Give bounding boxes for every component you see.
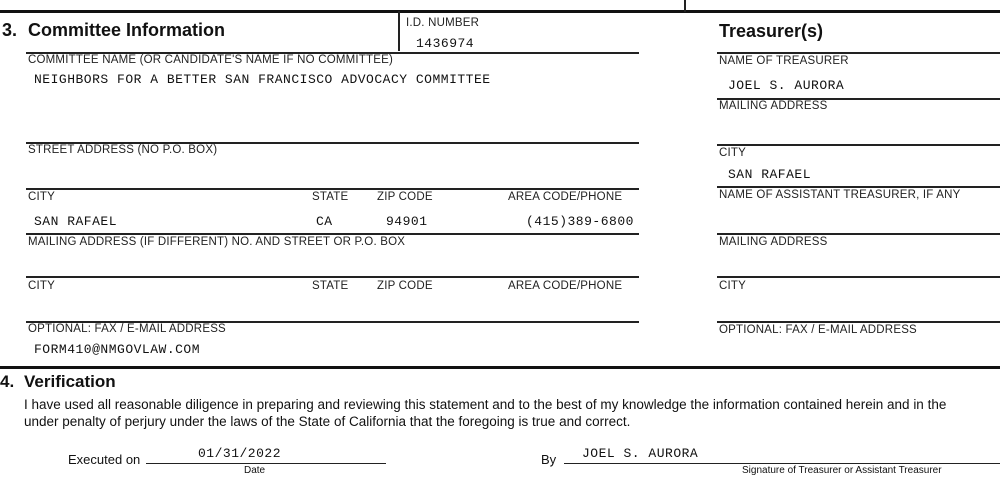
executed-on-label: Executed on: [68, 452, 141, 467]
assistant-city-top-rule: [717, 276, 1000, 278]
section-4-number: 4.: [0, 372, 15, 391]
assistant-treasurer-label: NAME OF ASSISTANT TREASURER, IF ANY: [719, 189, 961, 201]
id-box-left-border: [398, 11, 400, 51]
assistant-mailing-top-rule: [717, 233, 1000, 235]
signature-caption: Signature of Treasurer or Assistant Treasurer: [742, 465, 942, 476]
state-label: STATE: [312, 191, 349, 203]
treasurer-box-top-divider: [684, 0, 686, 12]
city-value: SAN RAFAEL: [34, 214, 118, 229]
street-address-label: STREET ADDRESS (NO P.O. BOX): [28, 144, 218, 156]
verification-text-line-1: I have used all reasonable diligence in preparing and reviewing this statement and to the best of my knowledge the information contained herein and in the: [24, 397, 947, 412]
zip-code-2-label: ZIP CODE: [377, 280, 433, 292]
treasurer-optional-label: OPTIONAL: FAX / E-MAIL ADDRESS: [719, 324, 917, 336]
zip-code-value: 94901: [386, 214, 428, 229]
treasurer-city-value: SAN RAFAEL: [728, 167, 812, 182]
id-number-value: 1436974: [416, 36, 475, 51]
phone-2-label: AREA CODE/PHONE: [508, 280, 623, 292]
email-value: FORM410@NMGOVLAW.COM: [34, 342, 201, 357]
mailing-address-top-rule: [26, 233, 639, 235]
treasurer-city-label: CITY: [719, 147, 746, 159]
assistant-city-label: CITY: [719, 280, 746, 292]
assistant-mailing-label: MAILING ADDRESS: [719, 236, 828, 248]
zip-code-label: ZIP CODE: [377, 191, 433, 203]
phone-label: AREA CODE/PHONE: [508, 191, 623, 203]
phone-value: (415)389-6800: [526, 214, 634, 229]
section-4-title: Verification: [24, 372, 116, 391]
treasurer-name-value: JOEL S. AURORA: [728, 78, 845, 93]
treasurer-title: Treasurer(s): [719, 21, 824, 41]
state-value: CA: [316, 214, 333, 229]
state-2-label: STATE: [312, 280, 349, 292]
treasurer-mailing-label: MAILING ADDRESS: [719, 100, 828, 112]
verification-text-line-2: under penalty of perjury under the laws of the State of California that the foregoing is true and correct.: [24, 414, 631, 429]
top-border: [0, 10, 1000, 13]
treasurer-city-top-rule: [717, 144, 1000, 146]
section-3-title: Committee Information: [28, 20, 226, 40]
treasurer-name-label: NAME OF TREASURER: [719, 55, 849, 67]
id-number-label: I.D. NUMBER: [406, 17, 480, 29]
city-row-2-top-rule: [26, 276, 639, 278]
by-label: By: [541, 452, 557, 467]
date-line: [146, 463, 386, 464]
section-3-number: 3.: [2, 20, 18, 40]
city-label: CITY: [28, 191, 55, 203]
signer-value: JOEL S. AURORA: [582, 446, 699, 461]
treasurer-optional-top-rule: [717, 321, 1000, 323]
optional-email-label: OPTIONAL: FAX / E-MAIL ADDRESS: [28, 323, 226, 335]
date-caption: Date: [244, 465, 266, 476]
date-value: 01/31/2022: [198, 446, 282, 461]
mailing-address-label: MAILING ADDRESS (IF DIFFERENT) NO. AND STREET OR P.O. BOX: [28, 236, 406, 248]
city-row-top-rule: [26, 188, 639, 190]
assistant-treasurer-top-rule: [717, 186, 1000, 188]
signature-line: [564, 463, 1000, 464]
city-2-label: CITY: [28, 280, 55, 292]
section-4-top-border: [0, 366, 1000, 369]
committee-name-value: NEIGHBORS FOR A BETTER SAN FRANCISCO ADVOCACY COMMITTEE: [34, 72, 491, 87]
treasurer-name-top-rule: [717, 52, 1000, 54]
committee-name-label: COMMITTEE NAME (OR CANDIDATE'S NAME IF NO COMMITTEE): [28, 54, 394, 66]
